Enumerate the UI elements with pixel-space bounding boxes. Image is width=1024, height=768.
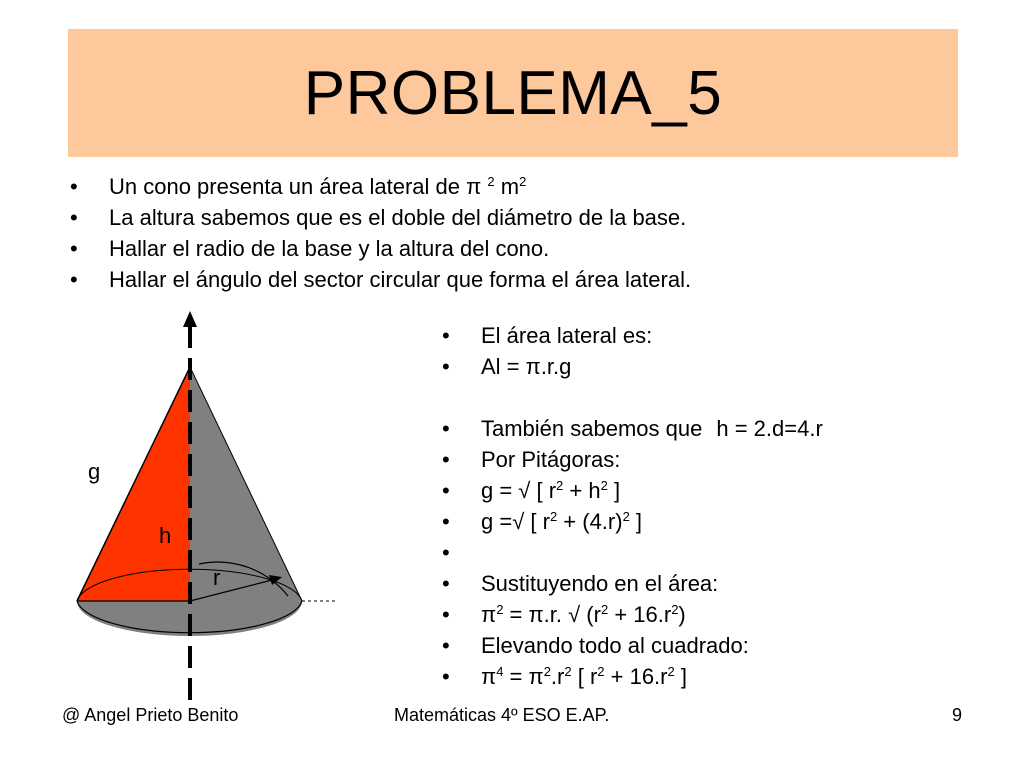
cone-base-front — [77, 601, 190, 636]
solution-item: • g =√ [ $r^2 + (4.r)^2$ ] — [440, 506, 1000, 537]
solution-item: • El área lateral es: — [440, 320, 1000, 351]
solution-empty-item — [440, 537, 1000, 568]
statement-item: • La altura sabemos que es el doble del diámetro de la base. — [68, 202, 968, 233]
slide-title: PROBLEMA_5 — [303, 58, 723, 128]
solution-list — [440, 320, 1000, 692]
solution-item: • g = √ [ $r^2 + h^2$ ] — [440, 475, 1000, 506]
solution-item: • Por Pitágoras: — [440, 444, 1000, 475]
footer-author: @ Angel Prieto Benito — [62, 705, 239, 725]
axis-arrowhead — [183, 311, 197, 327]
footer-page-number: 9 — [952, 705, 963, 725]
footer-course: Matemáticas 4º ESO E.AP. — [394, 705, 610, 725]
statement-item: • Un cono presenta un área lateral de π $^2$ $m^2$ — [68, 171, 968, 202]
solution-item: • También sabemos que h = 2.d=4.r — [440, 413, 1000, 444]
cone-right-half — [190, 367, 302, 636]
solution-item: • $\pi^4 = \pi^2.r^2$ [ $r^2 + 16.r^2$ ] — [440, 661, 1000, 692]
label-h: h — [159, 523, 172, 548]
solution-item: • $\pi^2 = \pi.r$. √ $(r^2 + 16.r^2)$ — [440, 599, 1000, 630]
label-r: r — [213, 565, 221, 590]
solution-item: • Al = π.r.g — [440, 351, 1000, 382]
statement-item: • Hallar el radio de la base y la altura del cono. — [68, 233, 968, 264]
label-g: g — [88, 459, 101, 484]
solution-spacer — [440, 382, 1000, 413]
statement-item: • Hallar el ángulo del sector circular que forma el área lateral. — [68, 264, 968, 295]
solution-item: • Elevando todo al cuadrado: — [440, 630, 1000, 661]
solution-item: • Sustituyendo en el área: — [440, 568, 1000, 599]
